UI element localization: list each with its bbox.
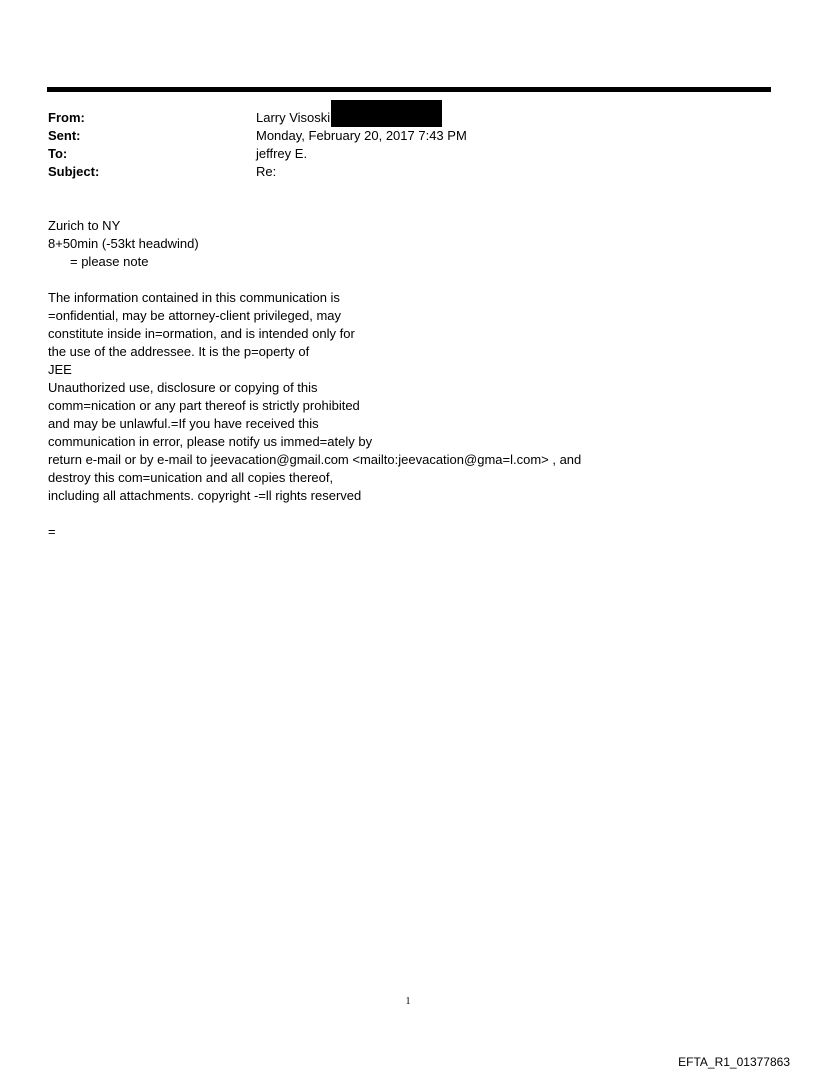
to-value: jeffrey E.	[256, 146, 308, 161]
subject-row	[48, 163, 748, 181]
body-line: 8+50min (-53kt headwind)	[48, 236, 199, 251]
body-line: =onfidential, may be attorney-client privileged, may	[48, 308, 342, 323]
paragraph-gap	[48, 271, 768, 289]
subject-value: Re:	[256, 164, 277, 179]
body-line: = please note	[70, 254, 149, 269]
paragraph-gap	[48, 505, 768, 523]
body-line: The information contained in this communication is	[48, 290, 340, 305]
email-header	[48, 109, 748, 181]
sent-label: Sent:	[48, 128, 81, 143]
page-number: 1	[405, 996, 411, 1007]
to-row	[48, 145, 748, 163]
body-line: return e-mail or by e-mail to jeevacation@gmail.com <mailto:jeevacation@gma=l.com> , and	[48, 452, 582, 467]
from-value	[256, 109, 330, 127]
sent-value: Monday, February 20, 2017 7:43 PM	[256, 128, 467, 143]
body-line: JEE	[48, 362, 72, 377]
sent-row	[48, 127, 748, 145]
body-line: communication in error, please notify us immed=ately by	[48, 434, 373, 449]
body-line: and may be unlawful.=If you have received this	[48, 416, 319, 431]
body-line: destroy this com=unication and all copies thereof,	[48, 470, 334, 485]
email-body	[48, 217, 768, 541]
body-line: constitute inside in=ormation, and is intended only for	[48, 326, 355, 341]
from-label: From:	[48, 110, 85, 125]
subject-label: Subject:	[48, 164, 100, 179]
body-line: Unauthorized use, disclosure or copying of this	[48, 380, 318, 395]
redaction-box	[331, 100, 442, 127]
document-id: EFTA_R1_01377863	[678, 1055, 790, 1069]
body-line: the use of the addressee. It is the p=operty of	[48, 344, 310, 359]
body-line: Zurich to NY	[48, 218, 121, 233]
to-label: To:	[48, 146, 68, 161]
header-divider	[47, 87, 771, 92]
body-line: including all attachments. copyright -=ll rights reserved	[48, 488, 362, 503]
sender-name: Larry Visoski	[256, 110, 331, 125]
from-row	[48, 109, 748, 127]
body-line: comm=nication or any part thereof is strictly prohibited	[48, 398, 360, 413]
body-trailer: =	[48, 524, 56, 539]
